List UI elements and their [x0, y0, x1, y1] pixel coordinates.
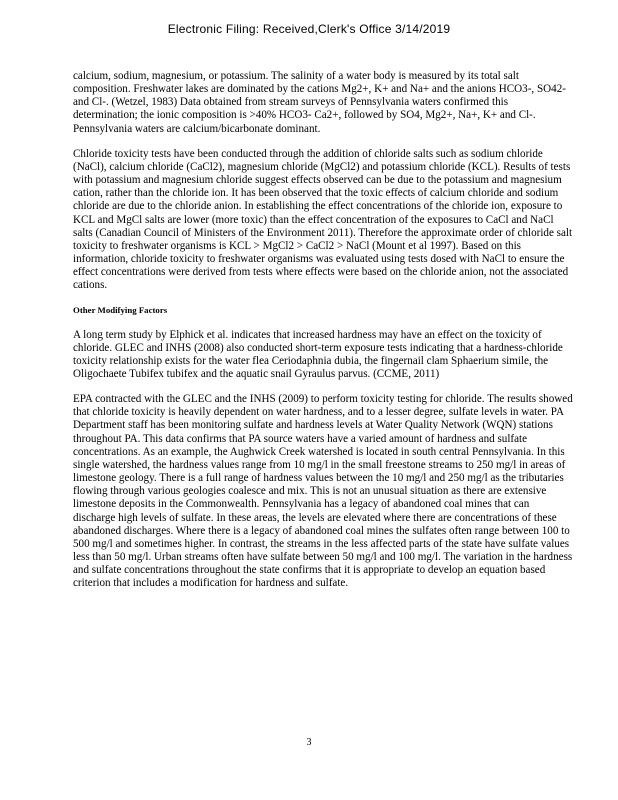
paragraph-ionic-composition: calcium, sodium, magnesium, or potassium. The salinity of a water body is measured by its total salt composition. Freshwater lakes are dominated by the cations Mg2+, K+ and Na+ and the anions HCO3-, SO42- and Cl-. (Wetzel, 1983) Data obtained from stream surveys of Pennsylvania waters confirmed this determination; the ionic composition is >40% HCO3- Ca2+, followed by SO4, Mg2+, Na+, K+ and Cl-. Pennsylvania waters are calcium/bicarbonate dominant.	[73, 70, 566, 135]
paragraph-epa-contract: EPA contracted with the GLEC and the INHS (2009) to perform toxicity testing for chloride. The results showed that chloride toxicity is heavily dependent on water hardness, and to a lesser degree, sulfate levels in water. PA Department staff has been monitoring sulfate and hardness levels at Water Quality Network (WQN) stations throughout PA. This data confirms that PA source waters have a varied amount of hardness and sulfate concentrations. As an example, the Aughwick Creek watershed is located in south central Pennsylvania. In this single watershed, the hardness values range from 10 mg/l in the small freestone streams to 250 mg/l in areas of limestone geology. There is a full range of hardness values between the 10 mg/l and 250 mg/l as the tributaries flowing through various geologies coalesce and mix. This is not an unusual situation as there are extensive limestone deposits in the Commonwealth. Pennsylvania has a legacy of abandoned coal mines that can discharge high levels of sulfate. In these areas, the levels are elevated where there are concentrations of these abandoned discharges. Where there is a legacy of abandoned coal mines the sulfates often range between 100 to 500 mg/l and sometimes higher. In contrast, the streams in the less affected parts of the state have sulfate values less than 50 mg/l. Urban streams often have sulfate between 50 mg/l and 100 mg/l. The variation in the hardness and sulfate concentrations throughout the state confirms that it is appropriate to develop an equation based criterion that includes a modification for hardness and sulfate.	[73, 393, 573, 590]
page-number: 3	[306, 737, 312, 748]
paragraph-chloride-toxicity-tests: Chloride toxicity tests have been conducted through the addition of chloride salts such as sodium chloride (NaCl), calcium chloride (CaCl2), magnesium chloride (MgCl2) and potassium chloride (KCL). Results of tests with potassium and magnesium chloride suggest effects observed can be due to the potassium and magnesium cation, rather than the chloride ion. It has been observed that the toxic effects of calcium chloride and sodium chloride are due to the chloride anion. In establishing the effect concentrations of the chloride ion, exposure to KCL and MgCl salts are lower (more toxic) than the effect concentration of the exposures to CaCl and NaCl salts (Canadian Council of Ministers of the Environment 2011). Therefore the approximate order of chloride salt toxicity to freshwater organisms is KCL > MgCl2 > CaCl2 > NaCl (Mount et al 1997). Based on this information, chloride toxicity to freshwater organisms was evaluated using tests dosed with NaCl to ensure the effect concentrations were derived from tests where effects were based on the chloride anion, not the associated cations.	[73, 147, 573, 292]
document-body	[73, 70, 573, 602]
paragraph-hardness-study: A long term study by Elphick et al. indicates that increased hardness may have an effect on the toxicity of chloride. GLEC and INHS (2008) also conducted short-term exposure tests indicating that a hardness-chloride toxicity relationship exists for the water flea Ceriodaphnia dubia, the fingernail clam Sphaerium simile, the Oligochaete Tubifex tubifex and the aquatic snail Gyraulus parvus. (CCME, 2011)	[73, 328, 563, 380]
filing-header: Electronic Filing: Received,Clerk's Office 3/14/2019	[167, 22, 451, 36]
section-heading: Other Modifying Factors	[73, 304, 168, 315]
